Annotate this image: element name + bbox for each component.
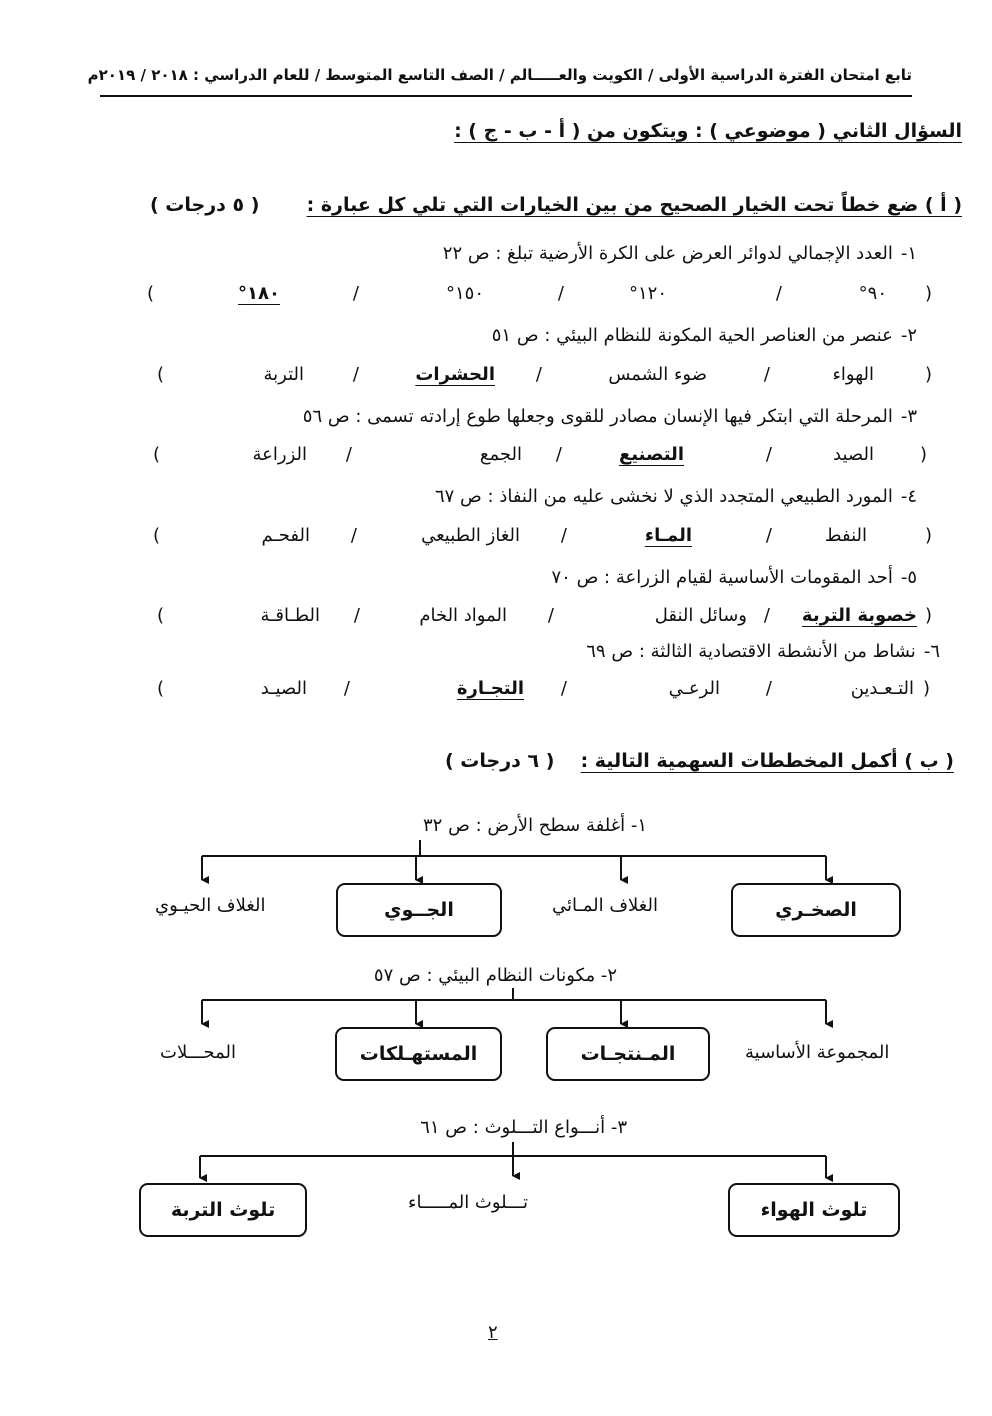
diagram-3-title: ٣- أنـــواع التـــلوث : ص ٦١ — [420, 1117, 627, 1138]
separator: / — [560, 525, 567, 546]
diagram-1-title: ١- أغلفة سطح الأرض : ص ٣٢ — [423, 815, 647, 836]
diagram-1-item: الغلاف المـائي — [552, 895, 658, 916]
diagram-2-box-answer: المـنتجـات — [546, 1027, 710, 1081]
separator: / — [535, 364, 542, 385]
option: ٩٠° — [858, 283, 887, 304]
diagram-3-item: تـــلوث المـــــاء — [408, 1192, 528, 1213]
option: وسائل النقل — [654, 605, 747, 626]
separator: / — [765, 525, 772, 546]
diagram-1-connectors — [202, 840, 826, 880]
diagram-2-item: المجموعة الأساسية — [745, 1042, 890, 1063]
separator: / — [352, 283, 359, 304]
question-number: ٣- — [900, 406, 917, 427]
question-text: أحد المقومات الأساسية لقيام الزراعة : ص ٧٠ — [551, 567, 893, 588]
option-correct-answer: خصوبة التربة — [801, 605, 917, 626]
option: التـعـدين — [850, 678, 914, 699]
separator: / — [775, 283, 782, 304]
option-correct-answer: ١٨٠° — [238, 283, 280, 304]
paren-open: ( — [924, 283, 932, 304]
option-correct-answer: الحشرات — [415, 364, 495, 385]
separator: / — [350, 525, 357, 546]
question-text: عنصر من العناصر الحية المكونة للنظام البيئي : ص ٥١ — [491, 325, 893, 346]
question-number: ٥- — [900, 567, 917, 588]
separator: / — [555, 444, 562, 465]
option-correct-answer: التصنيع — [618, 444, 684, 465]
diagram-1-box-answer: الجــوي — [336, 883, 502, 937]
separator: / — [353, 605, 360, 626]
diagram-2-box-answer: المستهـلكات — [335, 1027, 502, 1081]
option: الصيد — [833, 444, 874, 465]
diagram-2-title: ٢- مكونات النظام البيئي : ص ٥٧ — [373, 965, 617, 986]
page-number: ٢ — [488, 1322, 498, 1343]
separator: / — [763, 364, 770, 385]
question-number: ٤- — [900, 486, 917, 507]
paren-open: ( — [924, 364, 932, 385]
option: ضوء الشمس — [608, 364, 707, 385]
option-correct-answer: المـاء — [644, 525, 692, 546]
option: المواد الخام — [419, 605, 507, 626]
section-title: السؤال الثاني ( موضوعي ) : ويتكون من ( أ - ب - ج ) : — [454, 120, 962, 142]
part-b-marks: ( ٦ درجات ) — [445, 750, 555, 772]
separator: / — [763, 605, 770, 626]
question-text: العدد الإجمالي لدوائر العرض على الكرة الأرضية تبلغ : ص ٢٢ — [442, 243, 893, 264]
question-number: ١- — [900, 243, 917, 264]
paren-close: ) — [146, 283, 154, 304]
paren-close: ) — [152, 444, 160, 465]
option: الطـاقـة — [260, 605, 320, 626]
option: ١٥٠° — [445, 283, 484, 304]
diagram-1-item: الغلاف الحيـوي — [155, 895, 266, 916]
paren-close: ) — [152, 525, 160, 546]
separator: / — [345, 444, 352, 465]
question-number: ٢- — [900, 325, 917, 346]
paren-open: ( — [922, 678, 930, 699]
diagram-3-box-answer: تلوث التربة — [139, 1183, 307, 1237]
exam-header: تابع امتحان الفترة الدراسية الأولى / الكويت والعـــــالم / الصف التاسع المتوسط / للعام الدراسي : ٢٠١٨ / ٢٠١٩م — [87, 66, 912, 84]
paren-close: ) — [156, 605, 164, 626]
separator: / — [765, 444, 772, 465]
option: الجمع — [479, 444, 522, 465]
option: الهواء — [832, 364, 874, 385]
part-a-title: ( أ ) ضع خطاً تحت الخيار الصحيح من بين الخيارات التي تلي كل عبارة : — [306, 194, 962, 216]
paren-open: ( — [919, 444, 927, 465]
option: الفحـم — [261, 525, 310, 546]
separator: / — [560, 678, 567, 699]
separator: / — [343, 678, 350, 699]
question-text: نشاط من الأنشطة الاقتصادية الثالثة : ص ٦٩ — [586, 641, 916, 662]
diagram-3-box-answer: تلوث الهواء — [728, 1183, 900, 1237]
part-b-title: ( ب ) أكمل المخططات السهمية التالية : — [580, 750, 954, 772]
separator: / — [547, 605, 554, 626]
question-text: المرحلة التي ابتكر فيها الإنسان مصادر للقوى وجعلها طوع إرادته تسمى : ص ٥٦ — [302, 406, 893, 427]
option: الغاز الطبيعي — [421, 525, 520, 546]
paren-close: ) — [156, 678, 164, 699]
diagram-3-connectors — [200, 1142, 826, 1178]
paren-open: ( — [924, 525, 932, 546]
option-correct-answer: التجـارة — [456, 678, 524, 699]
separator: / — [557, 283, 564, 304]
option: التربة — [263, 364, 304, 385]
diagram-1-box-answer: الصخـري — [731, 883, 901, 937]
separator: / — [765, 678, 772, 699]
paren-open: ( — [924, 605, 932, 626]
option: النفط — [824, 525, 867, 546]
diagram-2-item: المحـــلات — [160, 1042, 237, 1063]
separator: / — [352, 364, 359, 385]
part-a-marks: ( ٥ درجات ) — [150, 194, 260, 216]
option: الزراعة — [252, 444, 307, 465]
option: الصيـد — [260, 678, 307, 699]
question-number: ٦- — [923, 641, 940, 662]
option: الرعـي — [668, 678, 720, 699]
question-text: المورد الطبيعي المتجدد الذي لا نخشى عليه من النفاذ : ص ٦٧ — [434, 486, 893, 507]
diagram-2-connectors — [202, 988, 826, 1024]
paren-close: ) — [156, 364, 164, 385]
option: ١٢٠° — [628, 283, 667, 304]
